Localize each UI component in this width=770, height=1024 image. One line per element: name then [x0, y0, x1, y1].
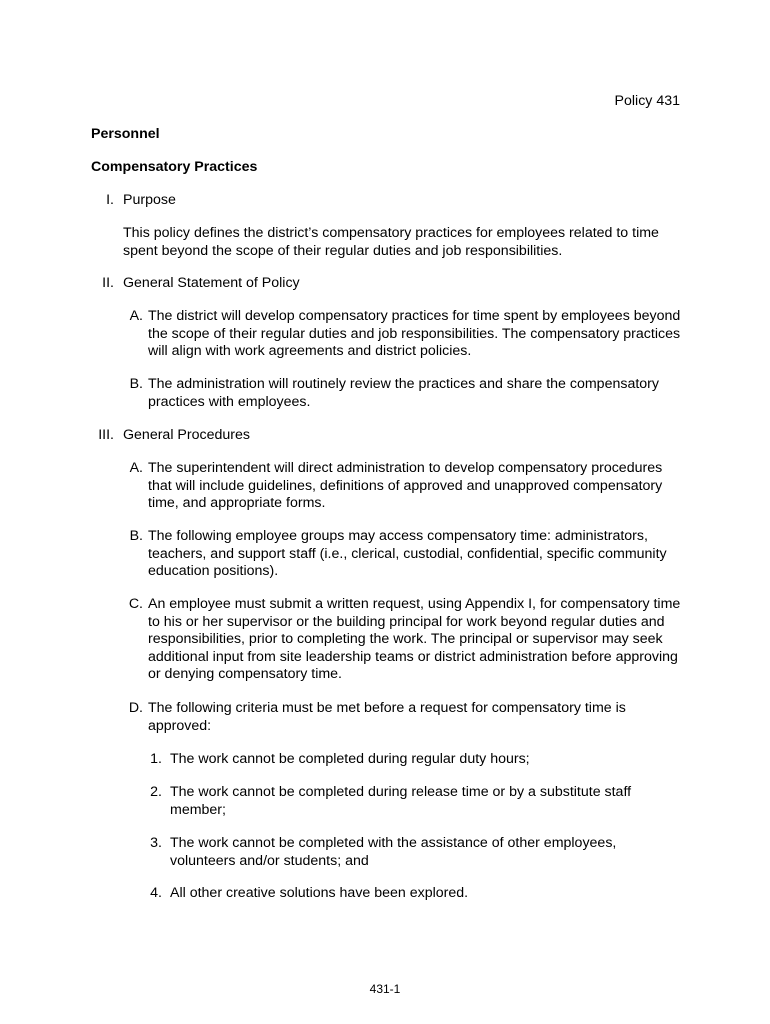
section-title: General Procedures	[123, 427, 250, 443]
item-text: The administration will routinely review the practices and share the compensatory practices with employees.	[148, 376, 659, 410]
item-text: The following employee groups may access compensatory time: administrators, teachers, and support staff (i.e., clerical, custodial, confidential, specific community education positions).	[148, 528, 667, 579]
page-number: 431-1	[369, 982, 401, 996]
criterion-number: 3.	[150, 835, 162, 851]
criterion-number: 4.	[150, 885, 162, 901]
policy-number: Policy 431	[614, 93, 680, 109]
item-letter: B.	[129, 528, 143, 544]
item-letter: C.	[128, 596, 143, 612]
criterion-text: The work cannot be completed with the assistance of other employees, volunteers and/or students; and	[170, 835, 617, 869]
criterion-number: 2.	[150, 784, 162, 800]
section-paragraph: This policy defines the district’s compensatory practices for employees related to time spent beyond the scope of their regular duties and job responsibilities.	[123, 225, 659, 259]
item-text: An employee must submit a written request, using Appendix I, for compensatory time to his or her supervisor or the building principal for work beyond regular duties and responsibilities, prior to completing the work. The principal or supervisor may seek additional input from site leadership teams or district administration before approving or denying compensatory time.	[148, 596, 681, 682]
category-heading: Personnel	[91, 126, 160, 142]
item-letter: A.	[129, 460, 143, 476]
item-text: The superintendent will direct administration to develop compensatory procedures that will include guidelines, definitions of approved and unapproved compensatory time, and appropriate forms.	[148, 460, 663, 511]
criterion-number: 1.	[150, 751, 162, 767]
item-letter: A.	[129, 308, 143, 324]
section-title: Purpose	[123, 192, 176, 208]
criterion-text: All other creative solutions have been explored.	[170, 885, 469, 901]
item-text: The following criteria must be met before a request for compensatory time is approved:	[148, 700, 626, 734]
section-title: General Statement of Policy	[123, 275, 300, 291]
section-numeral: II.	[102, 275, 114, 291]
item-text: The district will develop compensatory practices for time spent by employees beyond the scope of their regular duties and job responsibilities. The compensatory practices will align with work agreements and district policies.	[148, 308, 681, 359]
page-title: Compensatory Practices	[91, 159, 258, 175]
criterion-text: The work cannot be completed during regular duty hours;	[170, 751, 530, 767]
criterion-text: The work cannot be completed during release time or by a substitute staff member;	[170, 784, 632, 818]
section-numeral: III.	[98, 427, 114, 443]
item-letter: D.	[128, 700, 143, 716]
section-numeral: I.	[106, 192, 114, 208]
item-letter: B.	[129, 376, 143, 392]
